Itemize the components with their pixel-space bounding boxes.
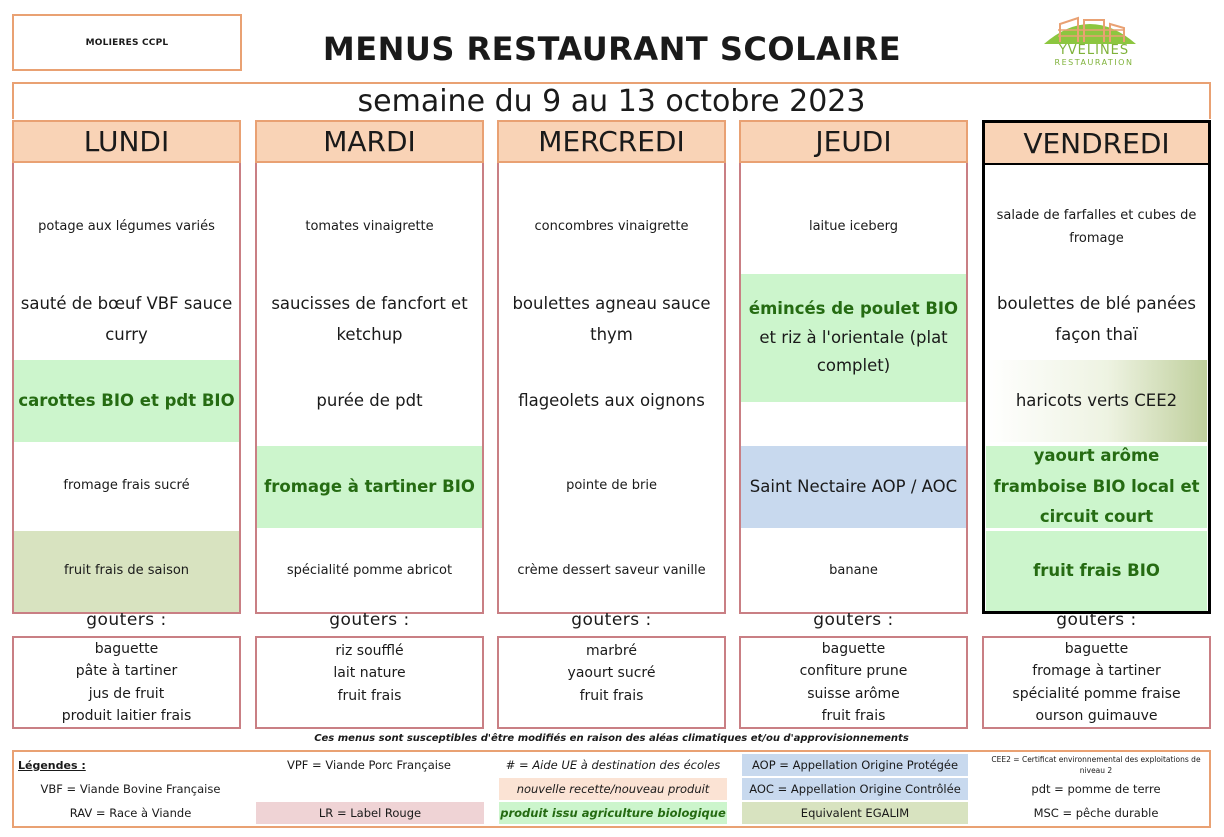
menu-starter: salade de farfalles et cubes de fromage: [996, 208, 1197, 246]
week-title: semaine du 9 au 13 octobre 2023: [12, 82, 1211, 119]
legend-pdt: pdt = pomme de terre: [1031, 782, 1161, 796]
legend-new-recipe: nouvelle recette/nouveau produit: [499, 778, 727, 800]
menu-starter: laitue iceberg: [808, 219, 899, 235]
menu-dessert: fruit frais BIO: [986, 531, 1207, 611]
yvelines-logo: [1028, 8, 1152, 70]
menu-dessert: crème dessert saveur vanille: [517, 563, 706, 579]
menu-side: haricots verts CEE2: [986, 360, 1207, 442]
disclaimer: Ces menus sont susceptibles d'être modifiés en raison des aléas climatiques et/ou d'approvisionnements: [314, 733, 909, 744]
gouter-item: baguette: [94, 640, 159, 657]
gouter-item: jus de fruit: [88, 685, 165, 702]
menu-dairy: Saint Nectaire AOP / AOC: [741, 446, 966, 528]
day-column-vendredi: [982, 120, 1211, 614]
menu-starter: concombres vinaigrette: [534, 219, 689, 235]
school-name: MOLIERES CCPL: [12, 14, 242, 71]
menu-main-rest: et riz à l'orientale (plat complet): [759, 327, 948, 376]
day-column-lundi: [12, 120, 241, 614]
menu-main: sauté de bœuf VBF sauce curry: [20, 294, 233, 344]
gouter-item: yaourt sucré: [567, 665, 656, 682]
menu-dessert: banane: [829, 563, 878, 579]
legend-rav: RAV = Race à Viande: [69, 806, 192, 820]
legend-aop: AOP = Appellation Origine Protégée: [742, 754, 968, 776]
logo-text-top: YVELINES: [1058, 43, 1130, 58]
day-header: MARDI: [255, 120, 484, 163]
day-column-jeudi: [739, 120, 968, 614]
menu-side: purée de pdt: [316, 390, 423, 410]
menu-main: boulettes agneau sauce thym: [512, 294, 711, 344]
gouter-item: baguette: [821, 640, 886, 657]
gouter-item: fruit frais: [821, 707, 886, 724]
day-header: JEUDI: [739, 120, 968, 163]
menu-main-bio: émincés de poulet BIO: [748, 298, 959, 318]
gouter-list-jeudi: [739, 636, 968, 729]
day-column-mardi: [255, 120, 484, 614]
menu-side: carottes BIO et pdt BIO: [14, 360, 239, 442]
legend-egalim: Equivalent EGALIM: [742, 802, 968, 824]
gouter-item: fruit frais: [337, 687, 402, 704]
gouter-item: pâte à tartiner: [75, 663, 178, 680]
menu-dairy: fromage frais sucré: [63, 477, 190, 493]
menu-main: boulettes de blé panées façon thaï: [997, 294, 1196, 344]
gouter-item: suisse arôme: [807, 685, 900, 702]
legend-msc: MSC = pêche durable: [1033, 806, 1159, 820]
gouter-item: riz soufflé: [335, 643, 404, 659]
gouter-list-mardi: [255, 636, 484, 729]
menu-starter: tomates vinaigrette: [305, 219, 434, 235]
legend-cee2: CEE2 = Certificat environnemental des exploitations de niveau 2: [991, 754, 1201, 775]
menu-dairy: fromage à tartiner BIO: [257, 446, 482, 528]
gouter-heading: gouters :: [1056, 610, 1137, 630]
day-column-mercredi: [497, 120, 726, 614]
page-title: MENUS RESTAURANT SCOLAIRE: [322, 30, 902, 68]
logo-emblem-icon: [1028, 8, 1152, 48]
gouter-item: fruit frais: [579, 687, 644, 704]
logo-text-bottom: RESTAURATION: [1054, 58, 1134, 67]
gouter-item: confiture prune: [799, 663, 908, 680]
gouter-heading: gouters :: [813, 610, 894, 630]
legend-label-rouge: LR = Label Rouge: [256, 802, 484, 824]
menu-side: flageolets aux oignons: [518, 390, 705, 410]
gouter-item: spécialité pomme fraise: [1012, 685, 1181, 702]
legend-aoc: AOC = Appellation Origine Contrôlée: [742, 778, 968, 800]
legend-box: [12, 750, 1211, 828]
menu-starter: potage aux légumes variés: [38, 219, 215, 235]
legend-vbf: VBF = Viande Bovine Française: [40, 782, 221, 796]
gouter-item: baguette: [1064, 640, 1129, 657]
menu-dairy: pointe de brie: [566, 477, 657, 493]
menu-dairy: yaourt arôme framboise BIO local et circuit court: [986, 446, 1207, 528]
menu-main: saucisses de fancfort et ketchup: [271, 294, 468, 344]
gouter-item: produit laitier frais: [61, 707, 192, 724]
day-header: VENDREDI: [982, 120, 1211, 163]
menu-dessert: spécialité pomme abricot: [286, 563, 453, 579]
gouter-list-vendredi: [982, 636, 1211, 729]
gouter-item: fromage à tartiner: [1032, 663, 1161, 680]
gouter-heading: gouters :: [86, 610, 167, 630]
gouter-heading: gouters :: [329, 610, 410, 630]
menu-dessert: fruit frais de saison: [14, 531, 239, 612]
legend-ue: # = Aide UE à destination des écoles: [505, 758, 721, 772]
gouter-heading: gouters :: [571, 610, 652, 630]
menu-main: [741, 274, 966, 402]
gouter-list-mercredi: [497, 636, 726, 729]
gouter-item: ourson guimauve: [1035, 707, 1158, 724]
gouter-item: marbré: [586, 643, 637, 659]
gouter-item: lait nature: [333, 665, 406, 682]
legend-bio: produit issu agriculture biologique: [499, 802, 727, 824]
legend-title: Légendes :: [18, 758, 86, 772]
day-header: LUNDI: [12, 120, 241, 163]
legend-vpf: VPF = Viande Porc Française: [286, 758, 452, 772]
day-header: MERCREDI: [497, 120, 726, 163]
gouter-list-lundi: [12, 636, 241, 729]
